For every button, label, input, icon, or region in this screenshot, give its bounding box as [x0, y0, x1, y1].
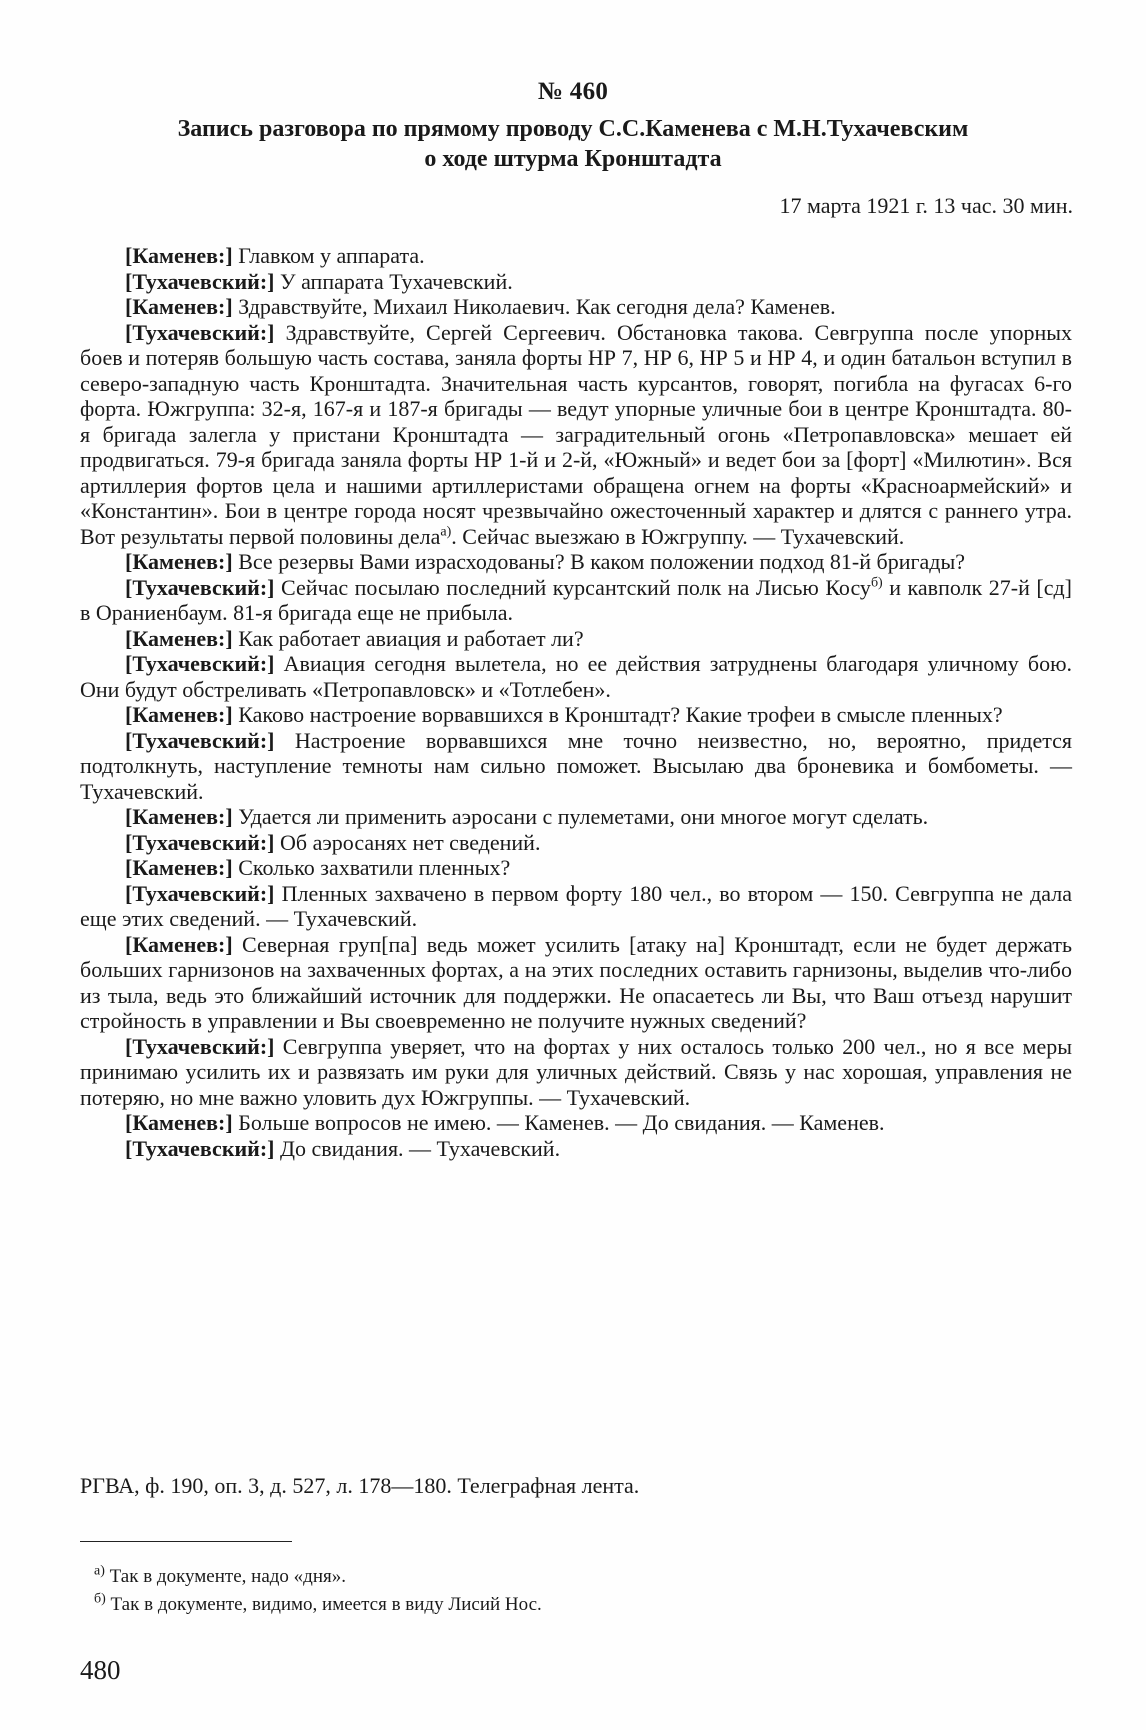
turn-text: Больше вопросов не имею. — Каменев. — До свидания. — Каменев. [232, 1110, 885, 1135]
speaker-label: [Каменев:] [125, 855, 233, 880]
turn-text-tail: . Сейчас выезжаю в Южгруппу. — Тухачевский. [451, 523, 905, 549]
turn-text: Здравствуйте, Михаил Николаевич. Как сегодня дела? Каменев. [232, 294, 836, 319]
footnote-ref: б) [870, 575, 883, 591]
speaker-label: [Каменев:] [125, 294, 233, 319]
footnotes [94, 1563, 542, 1619]
speaker-label: [Тухачевский:] [125, 268, 275, 294]
dialogue-turn [80, 1034, 1072, 1111]
dialogue-turn [80, 294, 1072, 320]
speaker-label: [Каменев:] [125, 931, 233, 957]
turn-text: Как работает авиация и работает ли? [232, 625, 584, 651]
footnote-text: Так в документе, надо «дня». [104, 1566, 346, 1587]
turn-text: У аппарата Тухачевский. [274, 268, 513, 294]
turn-text: Об аэросанях нет сведений. [274, 829, 541, 855]
footnote-divider [80, 1541, 292, 1542]
speaker-label: [Каменев:] [125, 804, 233, 829]
speaker-label: [Тухачевский:] [125, 727, 275, 753]
turn-text: Авиация сегодня вылетела, но ее действия затруднены благодаря уличному бою. Они будут обстреливать «Петропавловск» и «Тотлебен». [80, 651, 1072, 702]
turn-text: Пленных захвачено в первом форту 180 чел., во втором — 150. Севгруппа не дала еще этих сведений. — Тухачевский. [80, 880, 1072, 931]
speaker-label: [Каменев:] [125, 243, 233, 268]
speaker-label: [Каменев:] [125, 1110, 233, 1135]
title-line-2: о ходе штурма Кронштадта [424, 146, 722, 172]
speaker-label: [Тухачевский:] [125, 651, 275, 676]
footnote-mark: а) [94, 1563, 105, 1579]
speaker-label: [Тухачевский:] [125, 574, 275, 600]
speaker-label: [Тухачевский:] [125, 319, 275, 345]
dialogue [80, 243, 1072, 1161]
speaker-label: [Каменев:] [125, 549, 233, 574]
dialogue-turn [80, 626, 1072, 652]
dialogue-turn [80, 575, 1072, 626]
dialogue-turn [80, 320, 1072, 550]
turn-text: Сейчас посылаю последний курсантский полк на Лисью Косу [274, 574, 871, 600]
footnote [94, 1591, 542, 1619]
speaker-label: [Каменев:] [125, 702, 233, 727]
dialogue-turn [80, 269, 1072, 295]
turn-text-tail: и кавполк 27-й [сд] в Ораниенбаум. 81-я бригада еще не прибыла. [80, 574, 1072, 625]
turn-text: Главком у аппарата. [232, 243, 425, 268]
turn-text: Севгруппа уверяет, что на фортах у них осталось только 200 чел., но я все меры принимаю усилить их и развязать им руки для уличных действий. Связь у нас хорошая, управления не потеряю, но мне важно уловить дух Южгруппы. — Тухачевский. [80, 1033, 1072, 1110]
footnote-mark: б) [94, 1591, 106, 1607]
speaker-label: [Тухачевский:] [125, 1135, 275, 1161]
turn-text: Каково настроение ворвавшихся в Кронштадт? Какие трофеи в смысле пленных? [232, 702, 1003, 727]
speaker-label: [Каменев:] [125, 625, 233, 651]
title-line-1: Запись разговора по прямому проводу С.С.Каменева с М.Н.Тухачевским [177, 116, 969, 142]
turn-text: До свидания. — Тухачевский. [274, 1135, 561, 1161]
dialogue-turn [80, 830, 1072, 856]
dialogue-turn [80, 702, 1072, 728]
turn-text: Удается ли применить аэросани с пулеметами, они многое могут сделать. [232, 804, 929, 829]
document-date: 17 марта 1921 г. 13 час. 30 мин. [779, 193, 1073, 218]
turn-text: Все резервы Вами израсходованы? В каком положении подход 81-й бригады? [232, 549, 966, 574]
dialogue-turn [80, 651, 1072, 702]
dialogue-turn [80, 1136, 1072, 1162]
document-number: № 460 [537, 78, 609, 105]
turn-text: Северная груп[па] ведь может усилить [атаку на] Кронштадт, если не будет держать больших гарнизонов на захваченных фортах, а на этих последних оставить гарнизоны, выделив что-либо из тыла, ведь это ближайший источник для поддержки. Не опасаетесь ли Вы, что Ваш отъезд нарушит стройность в управлении и Вы своевременно не получите нужных сведений? [80, 931, 1072, 1033]
dialogue-turn [80, 549, 1072, 575]
footnote-text: Так в документе, видимо, имеется в виду Лисий Нос. [105, 1594, 542, 1615]
dialogue-turn [80, 1110, 1072, 1136]
footnote-ref: а) [440, 524, 452, 540]
page-number: 480 [80, 1655, 121, 1685]
dialogue-turn [80, 855, 1072, 881]
turn-text: Сколько захватили пленных? [232, 855, 511, 880]
speaker-label: [Тухачевский:] [125, 1033, 275, 1059]
turn-text: Настроение ворвавшихся мне точно неизвестно, но, вероятно, придется подтолкнуть, наступление темноты нам сильно поможет. Высылаю два броневика и бомбометы. — Тухачевский. [80, 727, 1072, 804]
turn-text: Здравствуйте, Сергей Сергеевич. Обстановка такова. Севгруппа после упорных боев и потеряв большую часть состава, заняла форты НР 7, НР 6, НР 5 и НР 4, и один батальон вступил в северо-западную часть Кронштадта. Значительная часть курсантов, говорят, погибла на фугасах 6-го форта. Южгруппа: 32-я, 167-я и 187-я бригады — ведут упорные уличные бои в центре Кронштадта. 80-я бригада залегла у пристани Кронштадта — заградительный огонь «Петропавловска» мешает ей продвигаться. 79-я бригада заняла форты НР 1-й и 2-й, «Южный» и ведет бои за [форт] «Милютин». Вся артиллерия фортов цела и нашими артиллеристами обращена огнем на форты «Красноармейский» и «Константин». Бои в центре города носят чрезвычайно ожесточенный характер и длятся с раннего утра. Вот результаты первой половины дела [80, 319, 1072, 549]
footnote [94, 1563, 542, 1591]
dialogue-turn [80, 881, 1072, 932]
dialogue-turn [80, 728, 1072, 805]
speaker-label: [Тухачевский:] [125, 829, 275, 855]
dialogue-turn [80, 932, 1072, 1034]
dialogue-turn [80, 804, 1072, 830]
archive-source: РГВА, ф. 190, оп. 3, д. 527, л. 178—180. Телеграфная лента. [80, 1473, 640, 1498]
speaker-label: [Тухачевский:] [125, 880, 275, 906]
dialogue-turn [80, 243, 1072, 269]
document-title [80, 114, 1066, 174]
